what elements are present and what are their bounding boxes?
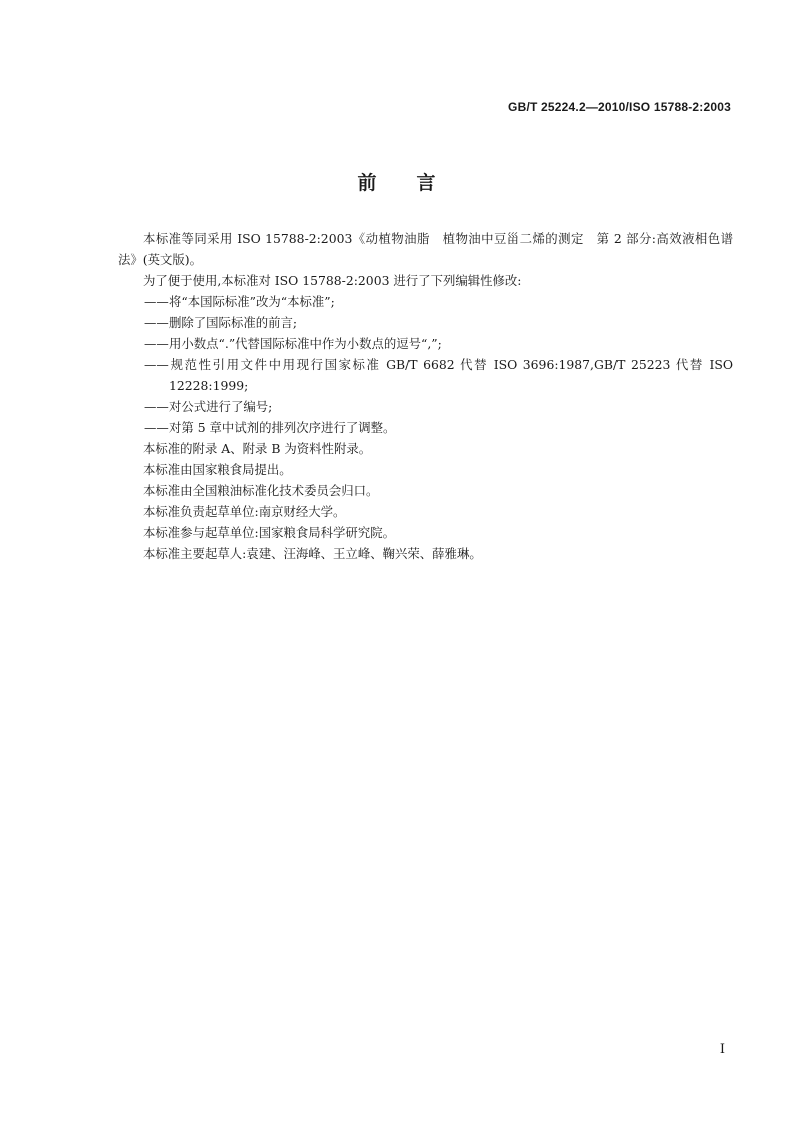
list-dash: ——	[144, 399, 169, 414]
modification-intro: 为了便于使用,本标准对 ISO 15788-2:2003 进行了下列编辑性修改:	[143, 273, 522, 288]
list-item	[118, 312, 733, 333]
list-item-text: 规范性引用文件中用现行国家标准 GB/T 6682 代替 ISO 3696:1987,GB/T 25223 代替 ISO 12228:1999;	[169, 357, 733, 393]
page-number: I	[719, 1042, 725, 1057]
proposer-statement: 本标准由国家粮食局提出。	[143, 462, 292, 477]
list-dash: ——	[144, 294, 169, 309]
list-item-text: 对公式进行了编号;	[169, 399, 273, 414]
annex-statement: 本标准的附录 A、附录 B 为资料性附录。	[143, 441, 372, 456]
list-item-text: 将“本国际标准”改为“本标准”;	[169, 294, 335, 309]
list-item	[118, 333, 733, 354]
list-dash: ——	[144, 420, 169, 435]
list-item	[118, 417, 733, 438]
list-item-text: 对第 5 章中试剂的排列次序进行了调整。	[169, 420, 396, 435]
list-item	[118, 396, 733, 417]
participating-unit-statement: 本标准参与起草单位:国家粮食局科学研究院。	[143, 525, 395, 540]
list-item	[118, 354, 733, 396]
list-item	[118, 291, 733, 312]
committee-statement: 本标准由全国粮油标准化技术委员会归口。	[143, 483, 379, 498]
drafters-statement: 本标准主要起草人:袁建、汪海峰、王立峰、鞠兴荣、薛雅琳。	[143, 546, 482, 561]
standard-code-header: GB/T 25224.2—2010/ISO 15788-2:2003	[508, 100, 731, 114]
list-dash: ——	[144, 336, 169, 351]
adoption-paragraph: 本标准等同采用 ISO 15788-2:2003《动植物油脂 植物油中豆甾二烯的测定 第 2 部分:高效液相色谱法》(英文版)。	[118, 231, 733, 267]
list-item-text: 用小数点“.”代替国际标准中作为小数点的逗号“,”;	[169, 336, 442, 351]
drafting-unit-statement: 本标准负责起草单位:南京财经大学。	[143, 504, 346, 519]
foreword-body	[118, 228, 733, 564]
list-dash: ——	[144, 357, 169, 372]
list-dash: ——	[144, 315, 169, 330]
list-item-text: 删除了国际标准的前言;	[169, 315, 298, 330]
page-title: 前言	[357, 172, 476, 194]
